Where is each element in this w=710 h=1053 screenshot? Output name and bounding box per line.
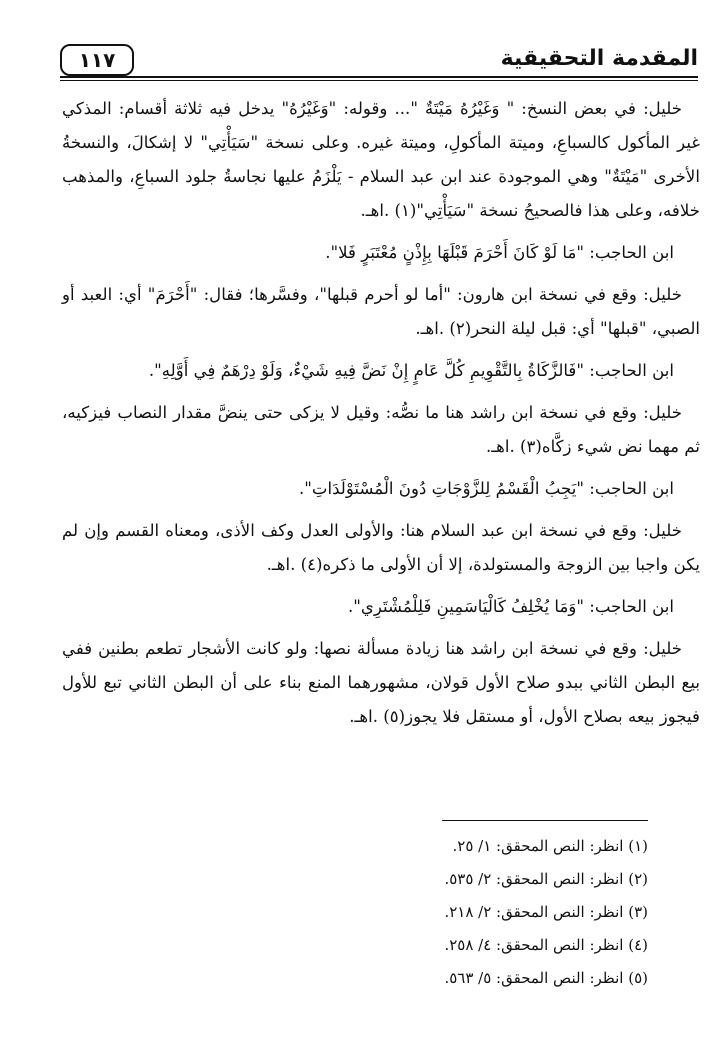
paragraph-ibn-hajib-3: ابن الحاجب: "يَجِبُ الْقَسْمُ لِلزَّوْجَاتِ دُونَ الْمُسْتَوْلَدَاتِ". (298, 479, 674, 498)
paragraph-khalil-5: خليل: وقع في نسخة ابن راشد هنا زيادة مسألة نصها: ولو كانت الأشجار تطعم بطنين ففي بيع البطن الثاني ببدو صلاح الأول قولان، مشهورهما المنع بناء على أن البطن الثاني تبع للأول فيجوز بيعه بصلاح الأول، أو مستقل فلا يجوز(٥) .اهـ. (62, 639, 700, 726)
running-title: المقدمة التحقيقية (500, 46, 698, 71)
paragraph-khalil-2: خليل: وقع في نسخة ابن هارون: "أما لو أحرم قبلها"، وفسَّرها؛ فقال: "أَحْرَمَ" أي: العبد أو الصبي، "قبلها" أي: قبل ليلة النحر(٢) .اهـ. (62, 285, 700, 338)
footnote-2: (٢) انظر: النص المحقق: ٢/ ٥٣٥. (444, 870, 648, 888)
page-number: ١١٧ (60, 44, 134, 76)
paragraph-khalil-3: خليل: وقع في نسخة ابن راشد هنا ما نصُّه: وقيل لا يزكى حتى ينضَّ مقدار النصاب فيزكيه، ثم مهما نض شيء زكَّاه(٣) .اهـ. (62, 403, 700, 456)
paragraph-ibn-hajib-4: ابن الحاجب: "وَمَا يُخْلِفُ كَالْيَاسَمِينِ فَلِلْمُشْتَرِي". (348, 597, 674, 616)
footnote-1: (١) انظر: النص المحقق: ١/ ٢٥. (452, 837, 648, 855)
footnotes (248, 830, 648, 995)
header-rule (60, 76, 698, 78)
footnote-separator (442, 820, 648, 821)
paragraph-ibn-hajib-2: ابن الحاجب: "فَالزَّكَاةُ بِالتَّقْوِيمِ كُلَّ عَامٍ إِنْ نَضَّ فِيهِ شَيْءٌ، وَلَوْ دِرْهَمٌ فِي أَوَّلِهِ". (148, 361, 674, 380)
paragraph-ibn-hajib-1: ابن الحاجب: "مَا لَوْ كَانَ أَحْرَمَ قَبْلَهَا بِإِذْنٍ مُعْتَبَرٍ فَلا". (325, 243, 674, 262)
main-text (62, 92, 700, 742)
header-rule-thin (60, 80, 698, 81)
footnote-4: (٤) انظر: النص المحقق: ٤/ ٢٥٨. (444, 936, 648, 954)
footnote-3: (٣) انظر: النص المحقق: ٢/ ٢١٨. (444, 903, 648, 921)
paragraph-khalil-4: خليل: وقع في نسخة ابن عبد السلام هنا: والأولى العدل وكف الأذى، ومعناه القسم وإن لم يكن واجبا بين الزوجة والمستولدة، إلا أن الأولى ما ذكره(٤) .اهـ. (62, 521, 700, 574)
page-header (60, 44, 698, 80)
footnote-5: (٥) انظر: النص المحقق: ٥/ ٥٦٣. (444, 969, 648, 987)
paragraph-khalil-1: خليل: في بعض النسخ: " وَغَيْرُهُ مَيْتَةٌ "... وقوله: "وَغَيْرُهُ" يدخل فيه ثلاثة أقسام: المذكي غير المأكول كالسباعِ، وميتة المأكولِ، وميتة غيره. وعلى نسخة "سَيَأْتِي" لا إشكالَ، والنسخةُ الأخرى "مَيْتَةٌ" وهي الموجودة عند ابن عبد السلام - يَلْزَمُ عليها نجاسةُ جلود السباعِ، والمذهب خلافه، وعلى هذا فالصحيحُ نسخة "سَيَأْتِي"(١) .اهـ. (62, 99, 700, 220)
